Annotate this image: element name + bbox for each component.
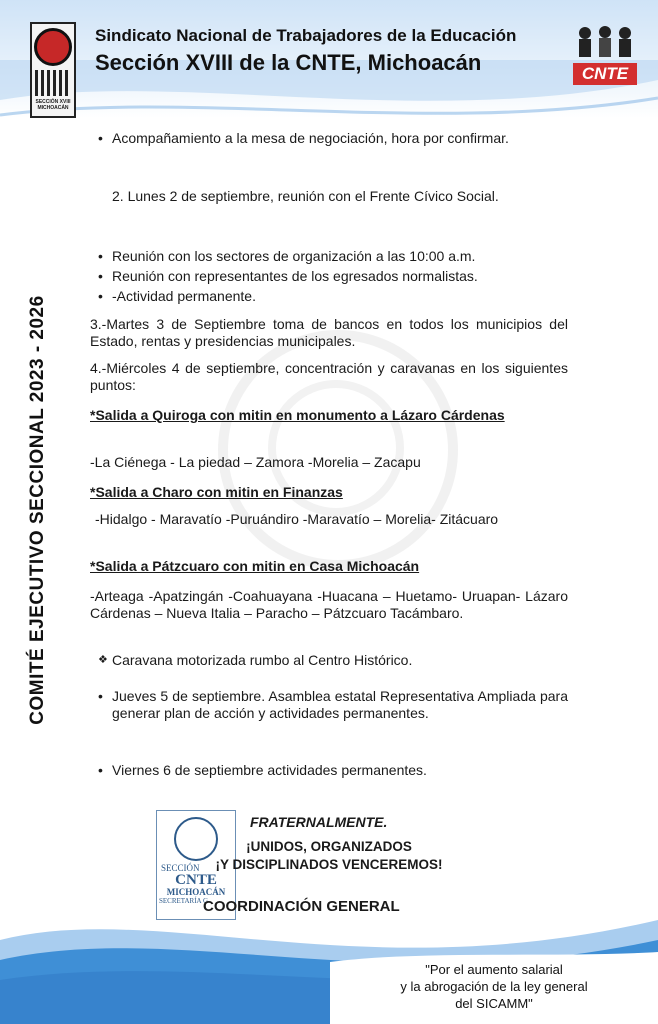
union-logo-left bbox=[30, 22, 76, 118]
footer-quote bbox=[360, 961, 628, 1012]
route-quiroga-stops: -La Ciénega - La piedad – Zamora -Morelia – Zacapu bbox=[90, 454, 421, 470]
bullet-permanent-activity: • -Actividad permanente. bbox=[112, 288, 568, 305]
footer-quote-line3: del SICAMM" bbox=[455, 996, 533, 1011]
cnte-logo-text: CNTE bbox=[573, 63, 637, 85]
route-heading-quiroga: *Salida a Quiroga con mitin en monumento a Lázaro Cárdenas bbox=[90, 407, 505, 423]
closing-fraternally: FRATERNALMENTE. bbox=[250, 814, 388, 830]
stamp-line1: SECCIÓN bbox=[161, 863, 200, 873]
route-charo-stops: -Hidalgo - Maravatío -Puruándiro -Maravatío – Morelia- Zitácuaro bbox=[95, 511, 499, 527]
route-heading-patzcuaro: *Salida a Pátzcuaro con mitin en Casa Michoacán bbox=[90, 558, 420, 574]
bullet-graduates-meeting: • Reunión con representantes de los egresados normalistas. bbox=[112, 268, 568, 285]
emblem-icon bbox=[34, 28, 72, 66]
stripes-icon bbox=[35, 70, 71, 96]
item-tuesday: 3.-Martes 3 de Septiembre toma de bancos en todos los municipios del Estado, rentas y presidencias municipales. bbox=[90, 316, 568, 349]
people-figures-icon bbox=[571, 24, 639, 58]
stamp-line3: MICHOACÁN bbox=[166, 887, 226, 897]
side-committee-text: COMITÉ EJECUTIVO SECCIONAL 2023 - 2026 bbox=[27, 295, 48, 725]
item-wednesday: 4.-Miércoles 4 de septiembre, concentración y caravanas en los siguientes puntos: bbox=[90, 360, 568, 393]
logo-left-caption: SECCIÓN XVIII MICHOACÁN bbox=[35, 99, 71, 111]
stamp-line2: CNTE bbox=[175, 872, 217, 888]
bullet-friday: • Viernes 6 de septiembre actividades permanentes. bbox=[112, 762, 568, 779]
header-title-line1: Sindicato Nacional de Trabajadores de la Educación bbox=[95, 26, 517, 45]
cnte-logo bbox=[571, 24, 639, 82]
bullet-thursday: • Jueves 5 de septiembre. Asamblea estatal Representativa Ampliada para generar plan de acción y actividades permanentes. bbox=[112, 688, 568, 722]
route-patzcuaro-stops: -Arteaga -Apatzingán -Coahuayana -Huacana – Huetamo- Uruapan- Lázaro Cárdenas – Nueva Italia – Paracho – Pátzcuaro Tacámbaro. bbox=[90, 588, 568, 621]
stamp-line4: SECRETARÍA G bbox=[159, 897, 209, 905]
header-title-line2: Sección XVIII de la CNTE, Michoacán bbox=[95, 50, 482, 75]
route-heading-charo: *Salida a Charo con mitin en Finanzas bbox=[90, 484, 343, 500]
bullet-sectors-meeting: • Reunión con los sectores de organización a las 10:00 a.m. bbox=[112, 248, 568, 265]
motor-caravan-note: ❖ Caravana motorizada rumbo al Centro Histórico. bbox=[112, 652, 568, 669]
footer-quote-line2: y la abrogación de la ley general bbox=[400, 979, 588, 994]
side-committee-label bbox=[28, 240, 48, 780]
item-monday: 2. Lunes 2 de septiembre, reunión con el Frente Cívico Social. bbox=[112, 188, 499, 204]
closing-slogan-line1: ¡UNIDOS, ORGANIZADOS bbox=[246, 839, 412, 854]
closing-slogan-line2: ¡Y DISCIPLINADOS VENCEREMOS! bbox=[215, 857, 443, 872]
closing-coordination: COORDINACIÓN GENERAL bbox=[203, 898, 400, 915]
footer-quote-line1: "Por el aumento salarial bbox=[425, 962, 563, 977]
bullet-negotiation: • Acompañamiento a la mesa de negociación, hora por confirmar. bbox=[112, 130, 568, 147]
